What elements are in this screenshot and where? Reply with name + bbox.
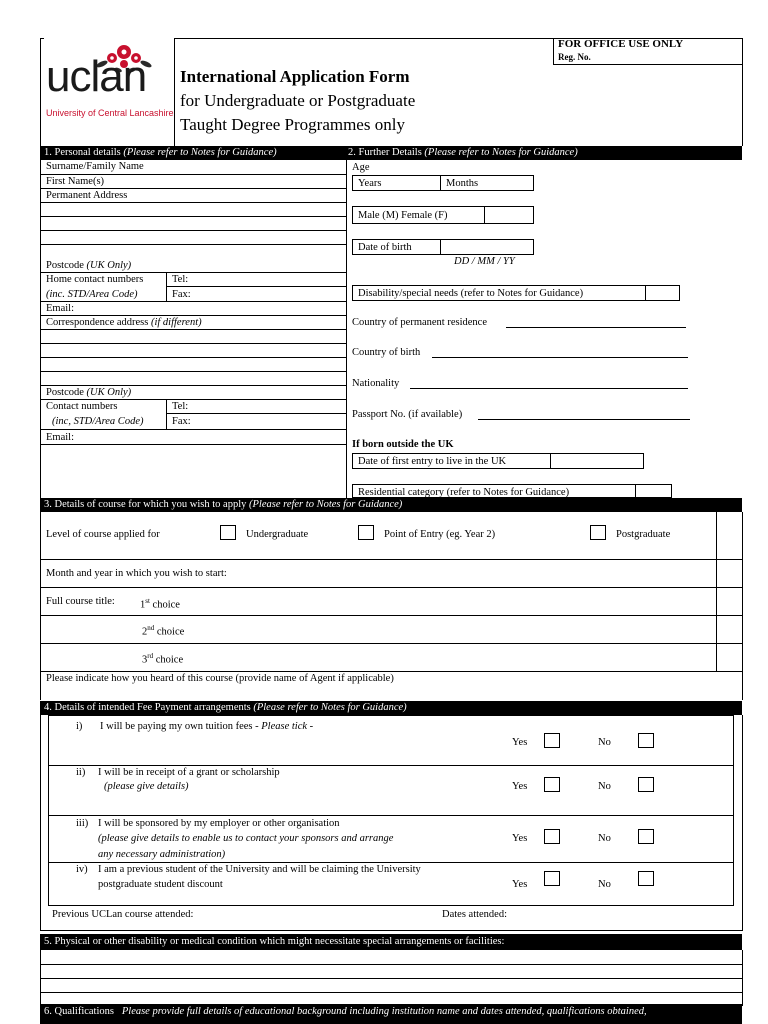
header-divider [174,38,175,146]
section-6-note: Please provide full details of educational background including institution name and dates attended, qualifications obtained, [121,1006,647,1017]
office-use-label: FOR OFFICE USE ONLY [558,38,684,50]
address-line-4[interactable] [40,244,346,245]
section-2-heading: 2. Further Details [348,147,422,158]
first-entry-label: Date of first entry to live in the UK [358,456,507,467]
section-5-bar [40,934,742,950]
postgraduate-checkbox[interactable] [590,525,606,540]
form-subtitle-1: for Undergraduate or Postgraduate [180,91,416,110]
opt-iv-text2: postgraduate student discount [98,879,223,890]
postcode2-text: Postcode [46,387,84,398]
nationality-label: Nationality [352,378,400,389]
sec3-row-line-3[interactable] [40,615,742,616]
corr-line-1[interactable] [40,329,346,330]
choice-2-label [142,622,184,639]
logo-wordmark: uclan [46,52,147,101]
header-left-border [40,38,41,146]
section-1-2-bar [40,146,742,160]
office-box-bottom [553,64,742,65]
choice-1-num: 1 [140,599,146,611]
sec4-right-border [742,715,743,931]
opt-i-note: Please tick - [261,721,314,732]
passport-field[interactable] [478,419,690,420]
country-residence-label: Country of permanent residence [352,317,487,328]
choice-1-sup: st [145,597,150,605]
dob-divider [440,239,441,255]
opt-iii-no-checkbox[interactable] [638,829,654,844]
form-subtitle-2: Taught Degree Programmes only [180,115,405,134]
if-different-note: (if different) [150,317,202,328]
postgraduate-label: Postgraduate [616,529,671,540]
sec3-row-line-2 [40,587,742,588]
corr-line-3[interactable] [40,357,346,358]
form-title: International Application Form [180,67,410,86]
postcode-label [46,259,131,272]
opt-i-yes-label: Yes [512,737,528,748]
office-box-left [553,38,554,64]
choice-1-word: choice [152,599,180,611]
tel2-field[interactable] [166,413,346,414]
residential-label: Residential category (refer to Notes for Guidance) [358,487,570,498]
opt-i-label: I will be paying my own tuition fees - [100,721,259,732]
email2-field[interactable] [40,444,346,445]
opt-iv-no-label: No [598,879,611,890]
fax-field[interactable] [40,301,346,302]
opt-iv-no-checkbox[interactable] [638,871,654,886]
section-5-heading: 5. Physical or other disability or medical condition which might necessitate special arrangements or facilities: [44,936,505,947]
gender-divider [484,206,485,224]
dob-format [454,255,515,268]
opt-iii-no-label: No [598,833,611,844]
choice-3-sup: rd [147,652,154,660]
sec3-inner-right [716,512,717,672]
sec3-right-border [742,512,743,700]
opt-i-text [100,720,313,733]
tel-field[interactable] [166,286,346,287]
opt-ii-text: I will be in receipt of a grant or scholarship [98,767,280,778]
choice-3-label [142,650,183,667]
opt-ii-yes-checkbox[interactable] [544,777,560,792]
opt-ii-yes-label: Yes [512,781,528,792]
permanent-address-label: Permanent Address [46,190,128,201]
opt-iii-note2 [98,848,225,861]
dob-format-text: DD / MM / YY [454,256,515,267]
opt-iv-text: I am a previous student of the University and will be claiming the University [98,864,421,875]
section-6-heading: 6. Qualifications [44,1006,114,1017]
heard-label: Please indicate how you heard of this course (provide name of Agent if applicable) [46,673,394,684]
section-3-heading: 3. Details of course for which you wish to apply [44,499,247,510]
fax-label: Fax: [172,289,191,300]
opt-iii-note1 [98,832,393,845]
choice-3-num: 3 [142,654,148,666]
undergraduate-checkbox[interactable] [220,525,236,540]
born-outside-label: If born outside the UK [352,439,454,450]
section-6-bar [40,1004,742,1024]
section-1-note: (Please refer to Notes for Guidance) [123,147,277,158]
choice-2-num: 2 [142,626,148,638]
sec1-right-border [346,160,347,498]
month-year-label: Month and year in which you wish to start: [46,568,227,579]
sec5-right-border [742,950,743,1006]
contact2-divider [166,399,167,429]
section-4-note: (Please refer to Notes for Guidance) [253,702,407,713]
corr-line-2[interactable] [40,343,346,344]
address-line-1[interactable] [40,202,346,203]
corr-address-text: Correspondence address [46,317,149,328]
section-2-note: (Please refer to Notes for Guidance) [424,147,578,158]
country-birth-label: Country of birth [352,347,421,358]
opt-ii-no-checkbox[interactable] [638,777,654,792]
opt-iii-yes-label: Yes [512,833,528,844]
tel-label: Tel: [172,274,189,285]
age-divider [440,175,441,191]
age-label: Age [352,162,370,173]
uk-only2-note: (UK Only) [86,387,132,398]
point-of-entry-label: Point of Entry (eg. Year 2) [384,529,496,540]
corr-address-label [46,316,202,329]
opt-i-yes-checkbox[interactable] [544,733,560,748]
opt-iv-yes-label: Yes [512,879,528,890]
disability-divider [645,285,646,301]
dob-label: Date of birth [358,242,412,253]
months-label: Months [446,178,479,189]
opt-i-num: i) [76,721,83,732]
opt-iii-num: iii) [76,818,89,829]
tel2-label: Tel: [172,401,189,412]
opt-iii-yes-checkbox[interactable] [544,829,560,844]
sec4-left-border [40,715,41,931]
opt-iii-text: I will be sponsored by my employer or other organisation [98,818,340,829]
opt-ii-no-label: No [598,781,611,792]
email2-label: Email: [46,432,74,443]
section-1-heading: 1. Personal details [44,147,121,158]
disability-label: Disability/special needs (refer to Notes for Guidance) [358,288,584,299]
home-contact-label: Home contact numbers [46,274,144,285]
dates-attended-label: Dates attended: [442,909,508,920]
inc-std2-note [52,415,143,428]
inc-std-text: (inc. STD/Area Code) [46,289,138,300]
choice-1-label [140,595,180,612]
surname-label: Surname/Family Name [46,161,144,172]
opt-iv-num: iv) [76,864,88,875]
opt-ii-note-text: (please give details) [104,781,189,792]
section-3-bar [40,498,742,512]
choice-2-word: choice [156,626,185,638]
sec4-bottom-border [40,930,742,931]
opt-ii-note [104,780,189,793]
residential-divider [635,484,636,498]
postcode2-label [46,386,131,399]
address-line-3[interactable] [40,230,346,231]
address-line-2[interactable] [40,216,346,217]
header-right-border [742,38,743,146]
sec5-line-2[interactable] [40,978,742,979]
email-label: Email: [46,303,74,314]
level-label: Level of course applied for [46,529,160,540]
opt-iii-note2-text: any necessary administration) [98,849,226,860]
first-names-label: First Name(s) [46,176,105,187]
opt-i-no-checkbox[interactable] [638,733,654,748]
sec5-line-1[interactable] [40,964,742,965]
opt-iii-note1-text: (please give details to enable us to contact your sponsors and arrange [98,833,394,844]
section-4-bar [40,701,742,715]
corr-line-4[interactable] [40,371,346,372]
country-birth-field[interactable] [432,357,688,358]
inc-std2-text: (inc, STD/Area Code) [52,416,144,427]
sec3-row-line-4[interactable] [40,643,742,644]
opt-i-no-label: No [598,737,611,748]
nationality-field[interactable] [410,388,688,389]
undergraduate-label: Undergraduate [246,529,309,540]
postcode-text: Postcode [46,260,84,271]
first-entry-divider [550,453,551,469]
contact-divider [166,272,167,302]
logo-subtitle: University of Central Lancashire [46,108,174,118]
reg-no-label: Reg. No. [558,52,591,62]
contact-numbers-label: Contact numbers [46,401,118,412]
inc-std-note [46,288,137,301]
prev-course-label: Previous UCLan course attended: [52,909,194,920]
fax2-field[interactable] [40,429,346,430]
opt-ii-num: ii) [76,767,86,778]
uk-only-note: (UK Only) [86,260,132,271]
sec3-row-line-1 [40,559,742,560]
opt-iv-yes-checkbox[interactable] [544,871,560,886]
country-residence-field[interactable] [506,327,686,328]
choice-3-word: choice [155,654,184,666]
passport-label: Passport No. (if available) [352,409,463,420]
section-4-heading: 4. Details of intended Fee Payment arrangements [44,702,251,713]
choice-2-sup: nd [147,624,155,632]
section-3-note: (Please refer to Notes for Guidance) [249,499,403,510]
fax2-label: Fax: [172,416,191,427]
full-title-label: Full course title: [46,596,115,607]
point-of-entry-checkbox[interactable] [358,525,374,540]
years-label: Years [358,178,382,189]
sec5-line-3[interactable] [40,992,742,993]
gender-label: Male (M) Female (F) [358,210,448,221]
